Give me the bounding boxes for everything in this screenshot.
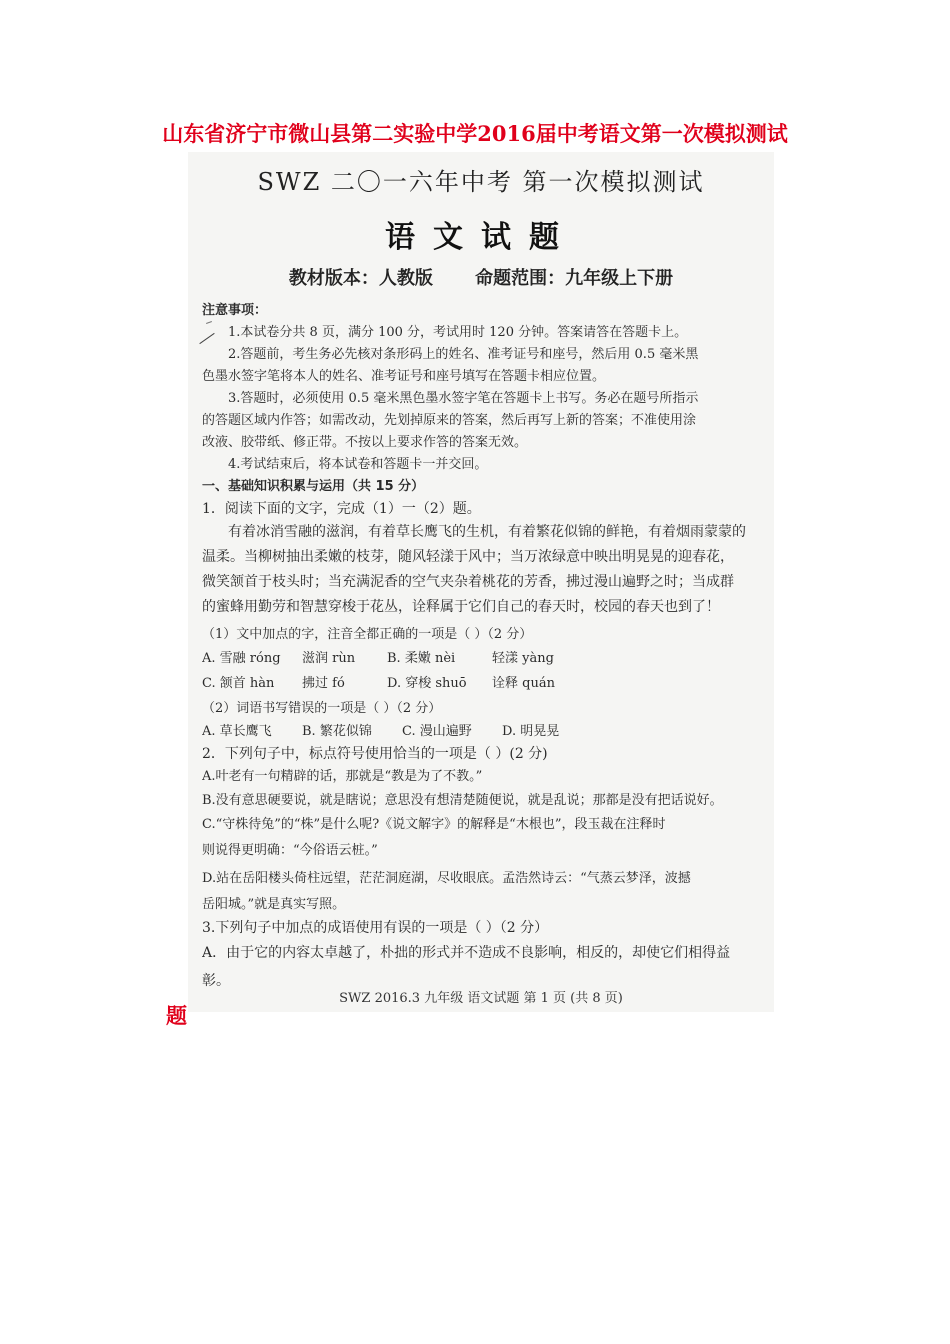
exam-content — [202, 300, 762, 995]
question-3-option-a: A．由于它的内容太卓越了，朴拙的形式并不造成不良影响，相反的，却使它们相得益 — [202, 945, 731, 961]
question-2-option-c-cont: 则说得更明确：“今俗语云桩。” — [202, 843, 378, 858]
document-title-continuation: 题 — [166, 1003, 187, 1028]
exam-subject: 语文试题 — [385, 220, 577, 255]
exam-header: SWZ 二〇一六年中考 第一次模拟测试 — [257, 168, 705, 196]
notice-item: 色墨水签字笔将本人的姓名、准考证号和座号填写在答题卡相应位置。 — [202, 369, 606, 384]
question-3-option-a-cont: 彰。 — [202, 973, 230, 989]
passage-line: 有着冰消雪融的滋润，有着草长鹰飞的生机，有着繁花似锦的鲜艳，有着烟雨蒙蒙的 — [228, 524, 746, 540]
option-a: A. 草长鹰飞 — [202, 724, 272, 739]
notice-item: 3.答题时，必须使用 0.5 毫米黑色墨水签字笔在答题卡上书写。务必在题号所指示 — [228, 391, 699, 406]
option-b-word: 轻漾 yàng — [492, 651, 554, 666]
option-b: B. 繁花似锦 — [302, 724, 372, 739]
option-d: D. 穿梭 shuō — [387, 676, 467, 691]
sub2-options — [202, 721, 762, 743]
document-title: 山东省济宁市微山县第二实验中学2016届中考语文第一次模拟测试 — [162, 121, 788, 146]
question-2-option-b: B.没有意思硬要说，就是瞎说；意思没有想清楚随便说，就是乱说；那都是没有把话说好。 — [202, 793, 723, 808]
scanned-exam-page — [188, 152, 774, 1012]
option-a-word: 滋润 rùn — [302, 651, 356, 666]
exam-edition-line — [188, 264, 774, 290]
notice-item: 2.答题前，考生务必先核对条形码上的姓名、准考证号和座号，然后用 0.5 毫米黑 — [228, 347, 699, 362]
notice-heading: 注意事项： — [202, 303, 268, 318]
question-2-option-c: C.“守株待兔”的“株”是什么呢?《说文解字》的解释是“木根也”，段玉裁在注释时 — [202, 817, 666, 832]
passage-line: 微笑颔首于枝头时；当充满泥香的空气夹杂着桃花的芳香，拂过漫山遍野之时；当成群 — [202, 574, 734, 590]
edition-label: 教材版本：人教版 — [288, 268, 433, 289]
passage-line: 的蜜蜂用勤劳和智慧穿梭于花丛，诠释属于它们自己的春天时，校园的春天也到了！ — [202, 599, 720, 615]
question-2-stem: 2．下列句子中，标点符号使用恰当的一项是（ ）(2 分) — [202, 746, 548, 762]
question-3-stem: 3.下列句子中加点的成语使用有误的一项是（ ）（2 分） — [202, 920, 549, 936]
option-c: C. 颔首 hàn — [202, 676, 275, 691]
option-c-word: 拂过 fó — [302, 676, 345, 691]
question-2-option-a: A.叶老有一句精辟的话，那就是“教是为了不教。” — [202, 769, 483, 784]
option-c: C. 漫山遍野 — [402, 724, 472, 739]
sub1-options-cd — [202, 671, 762, 697]
page-footer: SWZ 2016.3 九年级 语文试题 第 1 页 (共 8 页) — [339, 991, 623, 1006]
sub1-options-ab — [202, 647, 762, 671]
question-1-sub1: （1）文中加点的字，注音全都正确的一项是（ ）（2 分） — [202, 627, 533, 642]
option-b: B. 柔嫩 nèi — [387, 651, 456, 666]
option-a: A. 雪融 róng — [202, 651, 281, 666]
scope-label: 命题范围：九年级上下册 — [475, 268, 674, 289]
section-heading: 一、基础知识积累与运用（共 15 分） — [202, 479, 425, 494]
notice-item: 的答题区域内作答；如需改动，先划掉原来的答案，然后再写上新的答案；不准使用涂 — [202, 413, 697, 428]
passage-line: 温柔。当柳树抽出柔嫩的枝芽，随风轻漾于风中；当万浓绿意中映出明晃晃的迎春花， — [202, 549, 734, 565]
question-1-stem: 1．阅读下面的文字，完成（1）一（2）题。 — [202, 501, 481, 517]
option-d: D. 明晃晃 — [502, 724, 560, 739]
question-2-option-d: D.站在岳阳楼头倚柱远望，茫茫洞庭湖，尽收眼底。孟浩然诗云：“气蒸云梦泽，波撼 — [202, 871, 691, 886]
question-2-option-d-cont: 岳阳城。”就是真实写照。 — [202, 897, 346, 912]
option-d-word: 诠释 quán — [492, 676, 555, 691]
notice-item: 4.考试结束后，将本试卷和答题卡一并交回。 — [228, 457, 488, 472]
notice-item: 改液、胶带纸、修正带。不按以上要求作答的答案无效。 — [202, 435, 528, 450]
notice-item: 1.本试卷分共 8 页，满分 100 分，考试用时 120 分钟。答案请答在答题卡上。 — [228, 325, 688, 340]
question-1-sub2: （2）词语书写错误的一项是（ ）（2 分） — [202, 701, 442, 716]
